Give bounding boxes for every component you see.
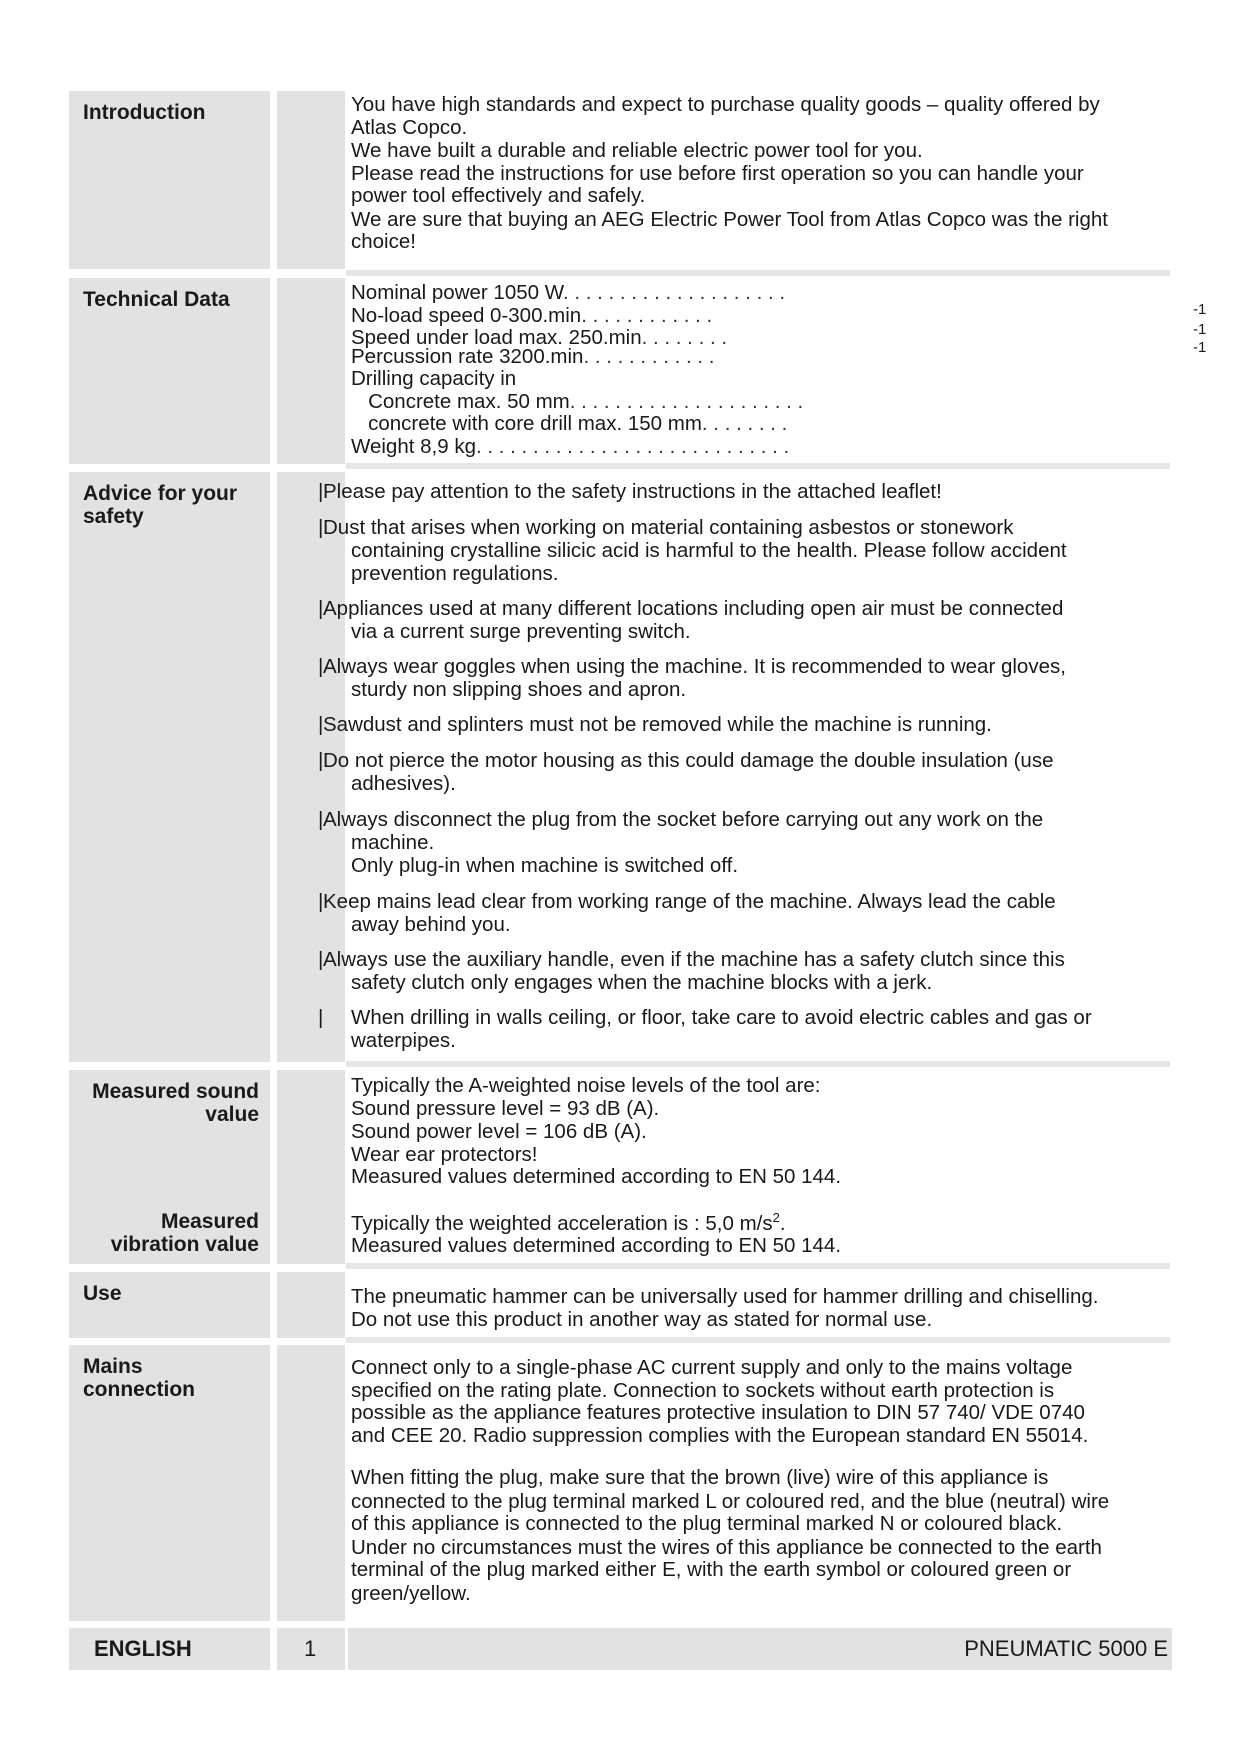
item-text: Do not pierce the motor housing as this could damage the double insulation (use [323,749,1054,772]
leader-dots: . . . . . . . . . . . . . . . . . . . . . [569,389,804,413]
text-line: Typically the weighted acceleration is : 5,0 $m/s^2$. [351,1210,786,1235]
item-text: containing crystalline silicic acid is harmful to the health. Please follow accident [351,539,1067,562]
item-text: Always wear goggles when using the machine. It is recommended to wear gloves, [323,655,1066,678]
safety-item [318,749,1168,795]
spec-row [351,368,1171,391]
text-line: terminal of the plug marked either E, with the earth symbol or coloured green or [351,1558,1072,1581]
text-line: Measured values determined according to EN 50 144. [351,1234,842,1258]
use-text [351,1286,1171,1331]
spec-label: Nominal power 1050 W [351,281,563,304]
item-text: prevention regulations. [351,562,559,585]
unit-exponent: -1 [1193,321,1207,338]
text-line: and CEE 20. Radio suppression complies with the European standard EN 55014. [351,1423,1089,1447]
text-line: connected to the plug terminal marked L or coloured red, and the blue (neutral) wire [351,1489,1110,1513]
bullet-bar: | [318,808,324,831]
text-line: Sound pressure level = 93 dB (A). [351,1096,660,1120]
item-text: Appliances used at many different locations including open air must be connected [323,597,1064,620]
spec-label: Speed under load max. 250.min [351,326,642,349]
bullet-bar: | [318,713,324,736]
spec-label: Drilling capacity in [351,367,517,390]
item-text: Keep mains lead clear from working range of the machine. Always lead the cable [323,890,1056,913]
spec-row [351,436,1171,459]
section-label-mains: Mains connection [69,1345,270,1621]
text-line: Please read the instructions for use before first operation so you can handle your [351,161,1084,185]
item-text: away behind you. [351,913,511,936]
mains-text [351,1357,1171,1605]
footer-product-name: PNEUMATIC 5000 E [348,1628,1172,1670]
text-line: green/yellow. [351,1581,471,1605]
item-text: via a current surge preventing switch. [351,620,691,643]
text-line: We have built a durable and reliable electric power tool for you. [351,139,923,162]
leader-dots: . . . . . . . . . . . . . . . . . . . . . . . . . . . . [475,434,790,458]
spec-label: Percussion rate 3200.min [351,344,584,368]
text-line: Wear ear protectors! [351,1142,538,1166]
text-line: Do not use this product in another way as stated for normal use. [351,1307,933,1331]
leader-dots: . . . . . . . . . . . . [583,344,715,368]
item-text: Only plug-in when machine is switched off. [351,854,739,877]
text-line: Typically the A-weighted noise levels of the tool are: [351,1074,821,1097]
text-line: When fitting the plug, make sure that the brown (live) wire of this appliance is [351,1466,1049,1489]
safety-item [318,948,1168,994]
footer-language: ENGLISH [69,1628,270,1670]
item-text: When drilling in walls ceiling, or floor, take care to avoid electric cables and gas or [351,1006,1092,1029]
bullet-bar: | [318,516,324,539]
page-number: 1 [277,1628,345,1670]
leader-dots: . . . . . . . . . . . . . . . . . . . . [562,281,786,304]
leader-dots: . . . . . . . . . . . . [581,303,713,327]
section-label-use: Use [69,1272,270,1338]
section-label-sound: Measured sound value Measured vibration value [69,1070,270,1264]
item-text: waterpipes. [351,1029,456,1052]
section-divider [346,270,1170,276]
section-divider [346,1337,1170,1343]
safety-item [318,808,1168,877]
bullet-bar: | [318,480,324,503]
leader-dots: . . . . . . . . [701,412,788,435]
safety-item [318,655,1168,701]
text-line: specified on the rating plate. Connection to sockets without earth protection is [351,1378,1055,1402]
item-text: Please pay attention to the safety instructions in the attached leaflet! [323,480,942,503]
safety-item [318,480,1168,503]
item-text: sturdy non slipping shoes and apron. [351,678,687,701]
safety-item [318,1006,1168,1052]
item-text: Always disconnect the plug from the socket before carrying out any work on the [323,808,1044,831]
unit-exponent: 2 [772,1210,780,1225]
unit-exponent: -1 [1193,338,1207,356]
item-text: Sawdust and splinters must not be removed while the machine is running. [323,713,992,736]
text-line: power tool effectively and safely. [351,184,646,207]
text-line: Sound power level = 106 dB (A). [351,1120,647,1143]
text-line: The pneumatic hammer can be universally used for hammer drilling and chiselling. [351,1285,1099,1308]
spec-row [351,391,1171,414]
spec-row [351,300,1207,328]
bullet-bar: | [318,1006,324,1029]
section-label-safety: Advice for your safety [69,472,270,1062]
spec-row [351,282,1171,305]
item-text: machine. [351,831,435,854]
leader-dots: . . . . . . . . [641,326,728,349]
bullet-bar: | [318,597,324,620]
sound-text [351,1075,1171,1189]
text-line: Under no circumstances must the wires of this appliance be connected to the earth [351,1535,1102,1559]
section-divider [346,1263,1170,1269]
item-text: Dust that arises when working on material containing asbestos or stonework [323,516,1014,539]
spec-label: Concrete max. 50 mm [351,389,570,413]
section-gutter [277,1345,345,1621]
bullet-bar: | [318,749,324,772]
section-label-technical-data: Technical Data [69,278,270,464]
spec-row [351,413,1171,436]
bullet-bar: | [318,890,324,913]
item-text: adhesives). [351,772,456,795]
section-gutter [277,278,345,464]
text-line: We are sure that buying an AEG Electric Power Tool from Atlas Copco was the right [351,207,1108,231]
safety-item [318,597,1168,643]
spec-label: concrete with core drill max. 150 mm [351,412,702,435]
spec-row [351,338,1207,369]
introduction-text [351,94,1171,254]
section-label-introduction: Introduction [69,91,270,269]
section-label-vibration: Measured vibration value [110,1210,259,1256]
item-text: Always use the auxiliary handle, even if the machine has a safety clutch since this [323,948,1065,971]
text-line: Connect only to a single-phase AC current supply and only to the mains voltage [351,1356,1073,1379]
text-line: You have high standards and expect to purchase quality goods – quality offered by [351,93,1100,116]
text-line: of this appliance is connected to the plug terminal marked N or coloured black. [351,1512,1063,1535]
safety-item [318,890,1168,936]
spec-label: Weight 8,9 kg [351,434,476,458]
safety-item [318,713,1168,736]
section-gutter [277,1272,345,1338]
text-line: Atlas Copco. [351,115,468,139]
text-line: Measured values determined according to EN 50 144. [351,1165,842,1188]
section-gutter [277,1070,345,1264]
text-line: possible as the appliance features protective insulation to DIN 57 740/ VDE 0740 [351,1401,1085,1424]
item-text: safety clutch only engages when the machine blocks with a jerk. [351,971,933,994]
unit-exponent: -1 [1193,300,1207,318]
safety-item [318,516,1168,585]
bullet-bar: | [318,655,324,678]
text-line: choice! [351,230,416,253]
vibration-text [351,1207,1171,1258]
section-divider [346,463,1170,469]
section-gutter [277,91,345,269]
spec-label: No-load speed 0-300.min [351,303,582,327]
bullet-bar: | [318,948,324,971]
section-divider [346,1061,1170,1067]
technical-data-table [351,281,1207,458]
